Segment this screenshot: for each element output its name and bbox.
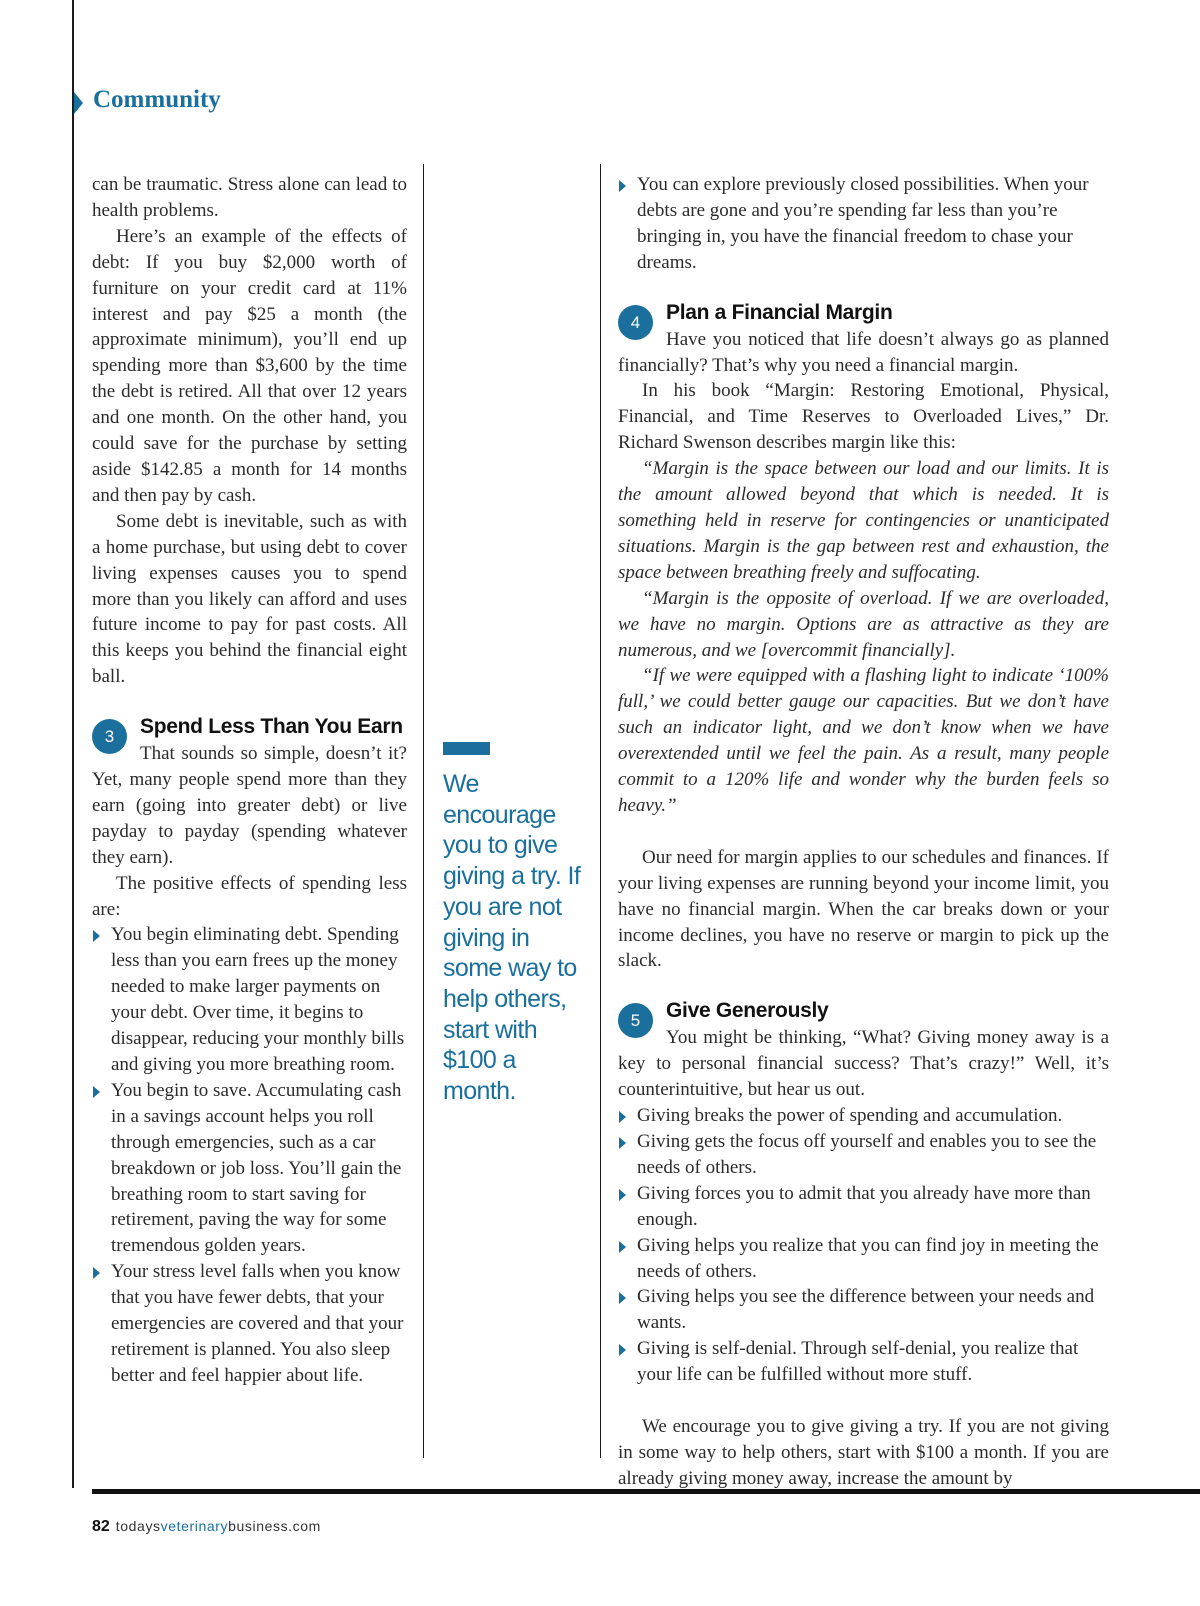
- left-column: [92, 172, 407, 1389]
- list-item: You can explore previously closed possibilities. When your debts are gone and you’re spending far less than you’re bringing in, you have the financial freedom to chase your dreams.: [618, 172, 1109, 276]
- section-number-badge: 5: [618, 1003, 653, 1038]
- list-item: Giving helps you realize that you can find joy in meeting the needs of others.: [618, 1233, 1109, 1285]
- section-heading-3: [92, 715, 407, 747]
- list-item: Your stress level falls when you know that you have fewer debts, that your emergencies are covered and that your retirement is planned. You also sleep better and feel happier about life.: [92, 1259, 407, 1389]
- paragraph: can be traumatic. Stress alone can lead to health problems.: [92, 174, 407, 221]
- paragraph: Some debt is inevitable, such as with a home purchase, but using debt to cover living expenses causes you to spend more than you likely can afford and uses future income to pay for past costs. All this keeps you behind the financial eight ball.: [92, 510, 407, 688]
- quote-paragraph: “Margin is the space between our load and our limits. It is the amount allowed beyond that which is needed. It is something held in reserve for contingencies or unanticipated situations. Margin is the gap between rest and exhaustion, the space between breathing freely and suffocating.: [618, 458, 1109, 583]
- section-marker-icon: [74, 92, 83, 114]
- quote-paragraph: “Margin is the opposite of overload. If we are overloaded, we have no margin. Options are as attractive as they are numerous, and we [overcommit financially].: [618, 587, 1109, 661]
- section-heading-4: [618, 300, 1109, 332]
- left-margin-rule: [72, 0, 74, 1488]
- bullet-list: [618, 1103, 1109, 1388]
- paragraph: You might be thinking, “What? Giving money away is a key to personal financial success? That’s crazy!” Well, it’s counterintuitive, but hear us out.: [618, 1027, 1109, 1101]
- site-name-accent: veterinary: [160, 1518, 229, 1534]
- column-divider: [423, 164, 424, 1458]
- list-item: Giving helps you see the difference between your needs and wants.: [618, 1284, 1109, 1336]
- right-column: [618, 172, 1109, 1492]
- section-title: Plan a Financial Margin: [666, 300, 893, 324]
- pull-quote: [443, 742, 593, 1107]
- bullet-list: [92, 922, 407, 1388]
- quote-paragraph: “If we were equipped with a flashing light to indicate ‘100% full,’ we could better gauge our capacities. But we don’t have such an indicator light, and we don’t know when we have overextended until we feel the pain. As a result, many people commit to a 120% life and wonder why the burden feels so heavy.”: [618, 665, 1109, 816]
- section-heading-5: [618, 999, 1109, 1031]
- spacer: [618, 819, 1109, 845]
- footer-rule: [92, 1489, 1200, 1494]
- list-item: You begin to save. Accumulating cash in a savings account helps you roll through emergencies, such as a car breakdown or job loss. You’ll gain the breathing room to start saving for retirement, paving the way for some tremendous golden years.: [92, 1078, 407, 1259]
- list-item: Giving breaks the power of spending and accumulation.: [618, 1103, 1109, 1129]
- page-number: 82: [92, 1518, 110, 1535]
- page-footer: [92, 1518, 321, 1536]
- paragraph: Our need for margin applies to our schedules and finances. If your living expenses are running beyond your income limit, you have no financial margin. When the car breaks down or your income declines, you have no reserve or margin to pick up the slack.: [618, 846, 1109, 972]
- column-divider: [600, 164, 601, 1458]
- spacer: [618, 1388, 1109, 1414]
- paragraph: The positive effects of spending less are:: [92, 872, 407, 920]
- list-item: Giving is self-denial. Through self-denial, you realize that your life can be fulfilled without more stuff.: [618, 1336, 1109, 1388]
- pull-quote-bar: [443, 742, 490, 755]
- site-name-prefix: todays: [115, 1518, 161, 1534]
- paragraph: We encourage you to give giving a try. If you are not giving in some way to help others, start with $100 a month. If you are already giving money away, increase the amount by: [618, 1416, 1109, 1489]
- paragraph: That sounds so simple, doesn’t it? Yet, many people spend more than they earn (going into greater debt) or live payday to payday (spending whatever they earn).: [92, 743, 407, 868]
- list-item: Giving gets the focus off yourself and enables you to see the needs of others.: [618, 1129, 1109, 1181]
- section-number-badge: 3: [92, 719, 127, 754]
- paragraph: In his book “Margin: Restoring Emotional, Physical, Financial, and Time Reserves to Overloaded Lives,” Dr. Richard Swenson describes margin like this:: [618, 380, 1109, 454]
- site-name-suffix: business.com: [228, 1518, 321, 1534]
- paragraph: Here’s an example of the effects of debt: If you buy $2,000 worth of furniture on your credit card at 11% interest and pay $25 a month (the approximate minimum), you’ll end up spending more than $3,600 by the time the debt is retired. All that over 12 years and one month. On the other hand, you could save for the purchase by setting aside $142.85 a month for 14 months and then pay by cash.: [92, 225, 407, 506]
- bullet-list: [618, 172, 1109, 276]
- section-title: Give Generously: [666, 999, 829, 1023]
- list-item: You begin eliminating debt. Spending less than you earn frees up the money needed to make larger payments on your debt. Over time, it begins to disappear, reducing your monthly bills and giving you more breathing room.: [92, 922, 407, 1077]
- pull-quote-text: We encourage you to give giving a try. If you are not giving in some way to help others, start with $100 a month.: [443, 770, 581, 1106]
- section-number-badge: 4: [618, 305, 653, 340]
- list-item: Giving forces you to admit that you already have more than enough.: [618, 1181, 1109, 1233]
- paragraph: Have you noticed that life doesn’t always go as planned financially? That’s why you need a financial margin.: [618, 328, 1109, 376]
- section-title: Spend Less Than You Earn: [140, 715, 403, 739]
- section-label: Community: [93, 86, 221, 113]
